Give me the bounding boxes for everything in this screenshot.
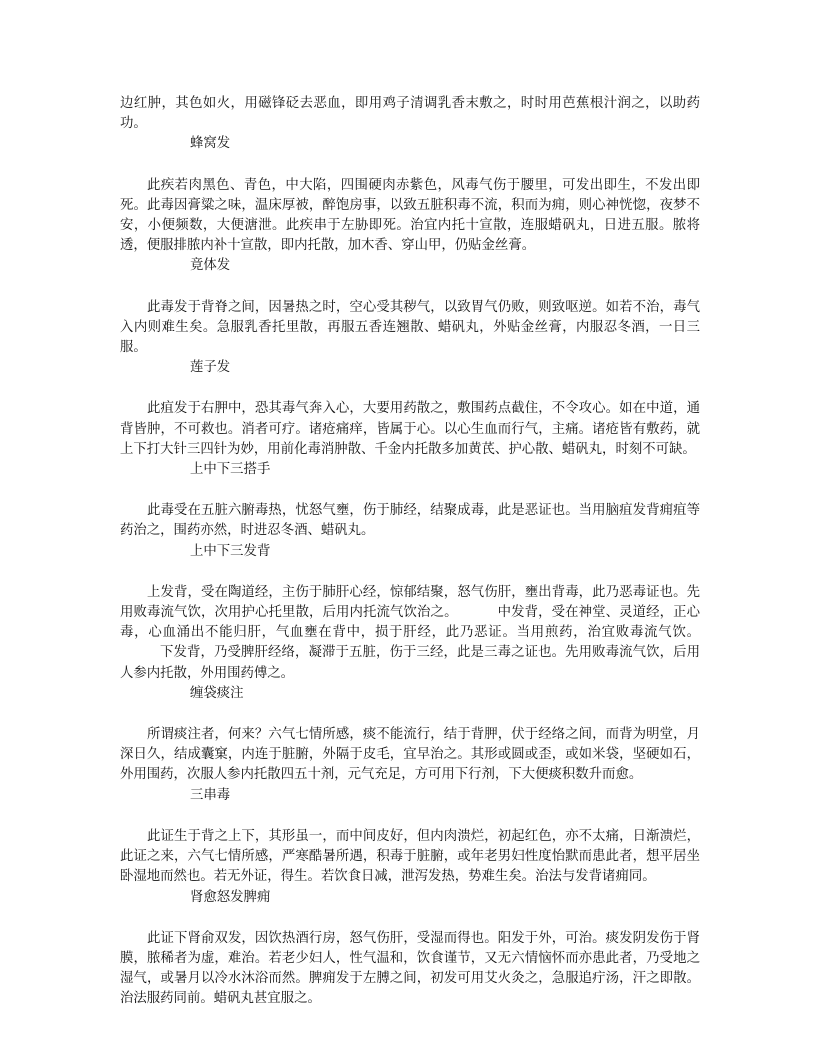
fabei-middle: 中发背，受在神堂、灵道经，正心毒，心血涌出不能归肝，气血壅在背中，损于肝经，此乃恶证。当用煎药，治宜败毒流气饮。 xyxy=(120,605,701,641)
section-title-piyong: 肾愈怒发脾痈 xyxy=(190,889,271,905)
fabei-upper: 上发背，受在陶道经，主伤于肺肝心经，惊郁结聚，怒气伤肝，壅出背毒，此乃恶毒证也。先用败毒流气饮，次用护心托里散，后用内托流气饮治之。 xyxy=(120,584,700,621)
section-body-dashou: 此毒受在五脏六腑毒热，忧怒气壅，伤于肺经，结聚成毒，此是恶证也。当用脑疽发背痈疽等药治之，围药亦然，时进忍冬酒、蜡矾丸。 xyxy=(120,503,700,539)
section-title-tanzhu: 缠袋痰注 xyxy=(190,685,244,701)
section-title-lianzifa: 莲子发 xyxy=(190,360,231,376)
section-title-sanchuandu: 三串毒 xyxy=(190,787,231,803)
section-title-dashou: 上中下三搭手 xyxy=(190,462,271,478)
section-body-fabei xyxy=(120,583,700,684)
fabei-lower: 下发背，乃受脾肝经络，凝滞于五脏，伤于三经，此是三毒之证也。先用败毒流气饮，后用人参内托散，外用围药傅之。 xyxy=(120,645,700,681)
section-body-sanchuandu: 此证生于背之上下，其形虽一，而中间皮好，但内肉溃烂，初起红色，亦不太痛，日渐溃烂，此证之来，六气七情所感，严寒酷暑所遇，积毒于脏腑，或年老男妇性度怡默而患此者，想平居坐卧湿地而然也。若无外证，得生。若饮食日减，泄泻发热，势难生矣。治法与发背诸痈同。 xyxy=(120,828,700,885)
section-body-fengwofa: 此疾若肉黑色、青色，中大陷，四围硬肉赤紫色，风毒气伤于腰里，可发出即生，不发出即死。此毒因膏粱之味，温床厚被，醉饱房事，以致五脏积毒不流，积而为痈，则心神恍惚，夜梦不安，小便频数，大便溏泄。此疾串于左胁即死。治宜内托十宣散，连服蜡矾丸，日进五服。脓将透，便服排脓内补十宣散，即内托散，加木香、穿山甲，仍贴金丝膏。 xyxy=(120,177,700,254)
section-title-fengwofa: 蜂窝发 xyxy=(190,136,231,152)
section-title-fabei: 上中下三发背 xyxy=(190,543,271,559)
section-body-jingtifa: 此毒发于背脊之间，因暑热之时，空心受其秽气，以致胃气仍败，则致呕逆。如若不治，毒气入内则难生矣。急服乳香托里散，再服五香连翘散、蜡矾丸，外贴金丝膏，内服忍冬酒，一日三服。 xyxy=(120,299,700,356)
section-body-lianzifa: 此疽发于右胛中，恐其毒气奔入心，大要用药散之，敷围药点截住，不令攻心。如在中道，通背皆肿，不可救也。消者可疗。诸疮痛痒，皆属于心。以心生血而行气，主痛。诸疮皆有敷药，就上下打大针三四针为妙，用前化毒消肿散、千金内托散多加黄芪、护心散、蜡矾丸，时刻不可缺。 xyxy=(120,401,700,457)
page-content xyxy=(120,94,700,1010)
section-title-jingtifa: 竟体发 xyxy=(190,258,231,274)
intro-paragraph: 边红肿，其色如火，用磁锋砭去恶血，即用鸡子清调乳香末敷之，时时用芭蕉根汁润之，以助药功。 xyxy=(120,96,700,132)
section-body-tanzhu: 所谓痰注者，何来？六气七情所感，痰不能流行，结于背胛，伏于经络之间，而背为明堂，月深日久，结成囊窠，内连于脏腑，外隔于皮毛，宜早治之。其形或圆或歪，或如米袋，坚硬如石，外用围药，次服人参内托散四五十剂，元气充足，方可用下行剂，下大便痰积数升而愈。 xyxy=(120,727,700,783)
section-body-piyong: 此证下肾俞双发，因饮热酒行房，怒气伤肝，受湿而得也。阳发于外，可治。痰发阴发伤于肾膜，脓稀者为虚，难治。若老少妇人，性气温和，饮食谨节，又无六情恼怀而亦患此者，乃受地之湿气，或暑月以冷水沐浴而然。脾痈发于左膊之间，初发可用艾火灸之，急服追疔汤，汗之即散。治法服药同前。蜡矾丸甚宜服之。 xyxy=(120,930,700,1007)
